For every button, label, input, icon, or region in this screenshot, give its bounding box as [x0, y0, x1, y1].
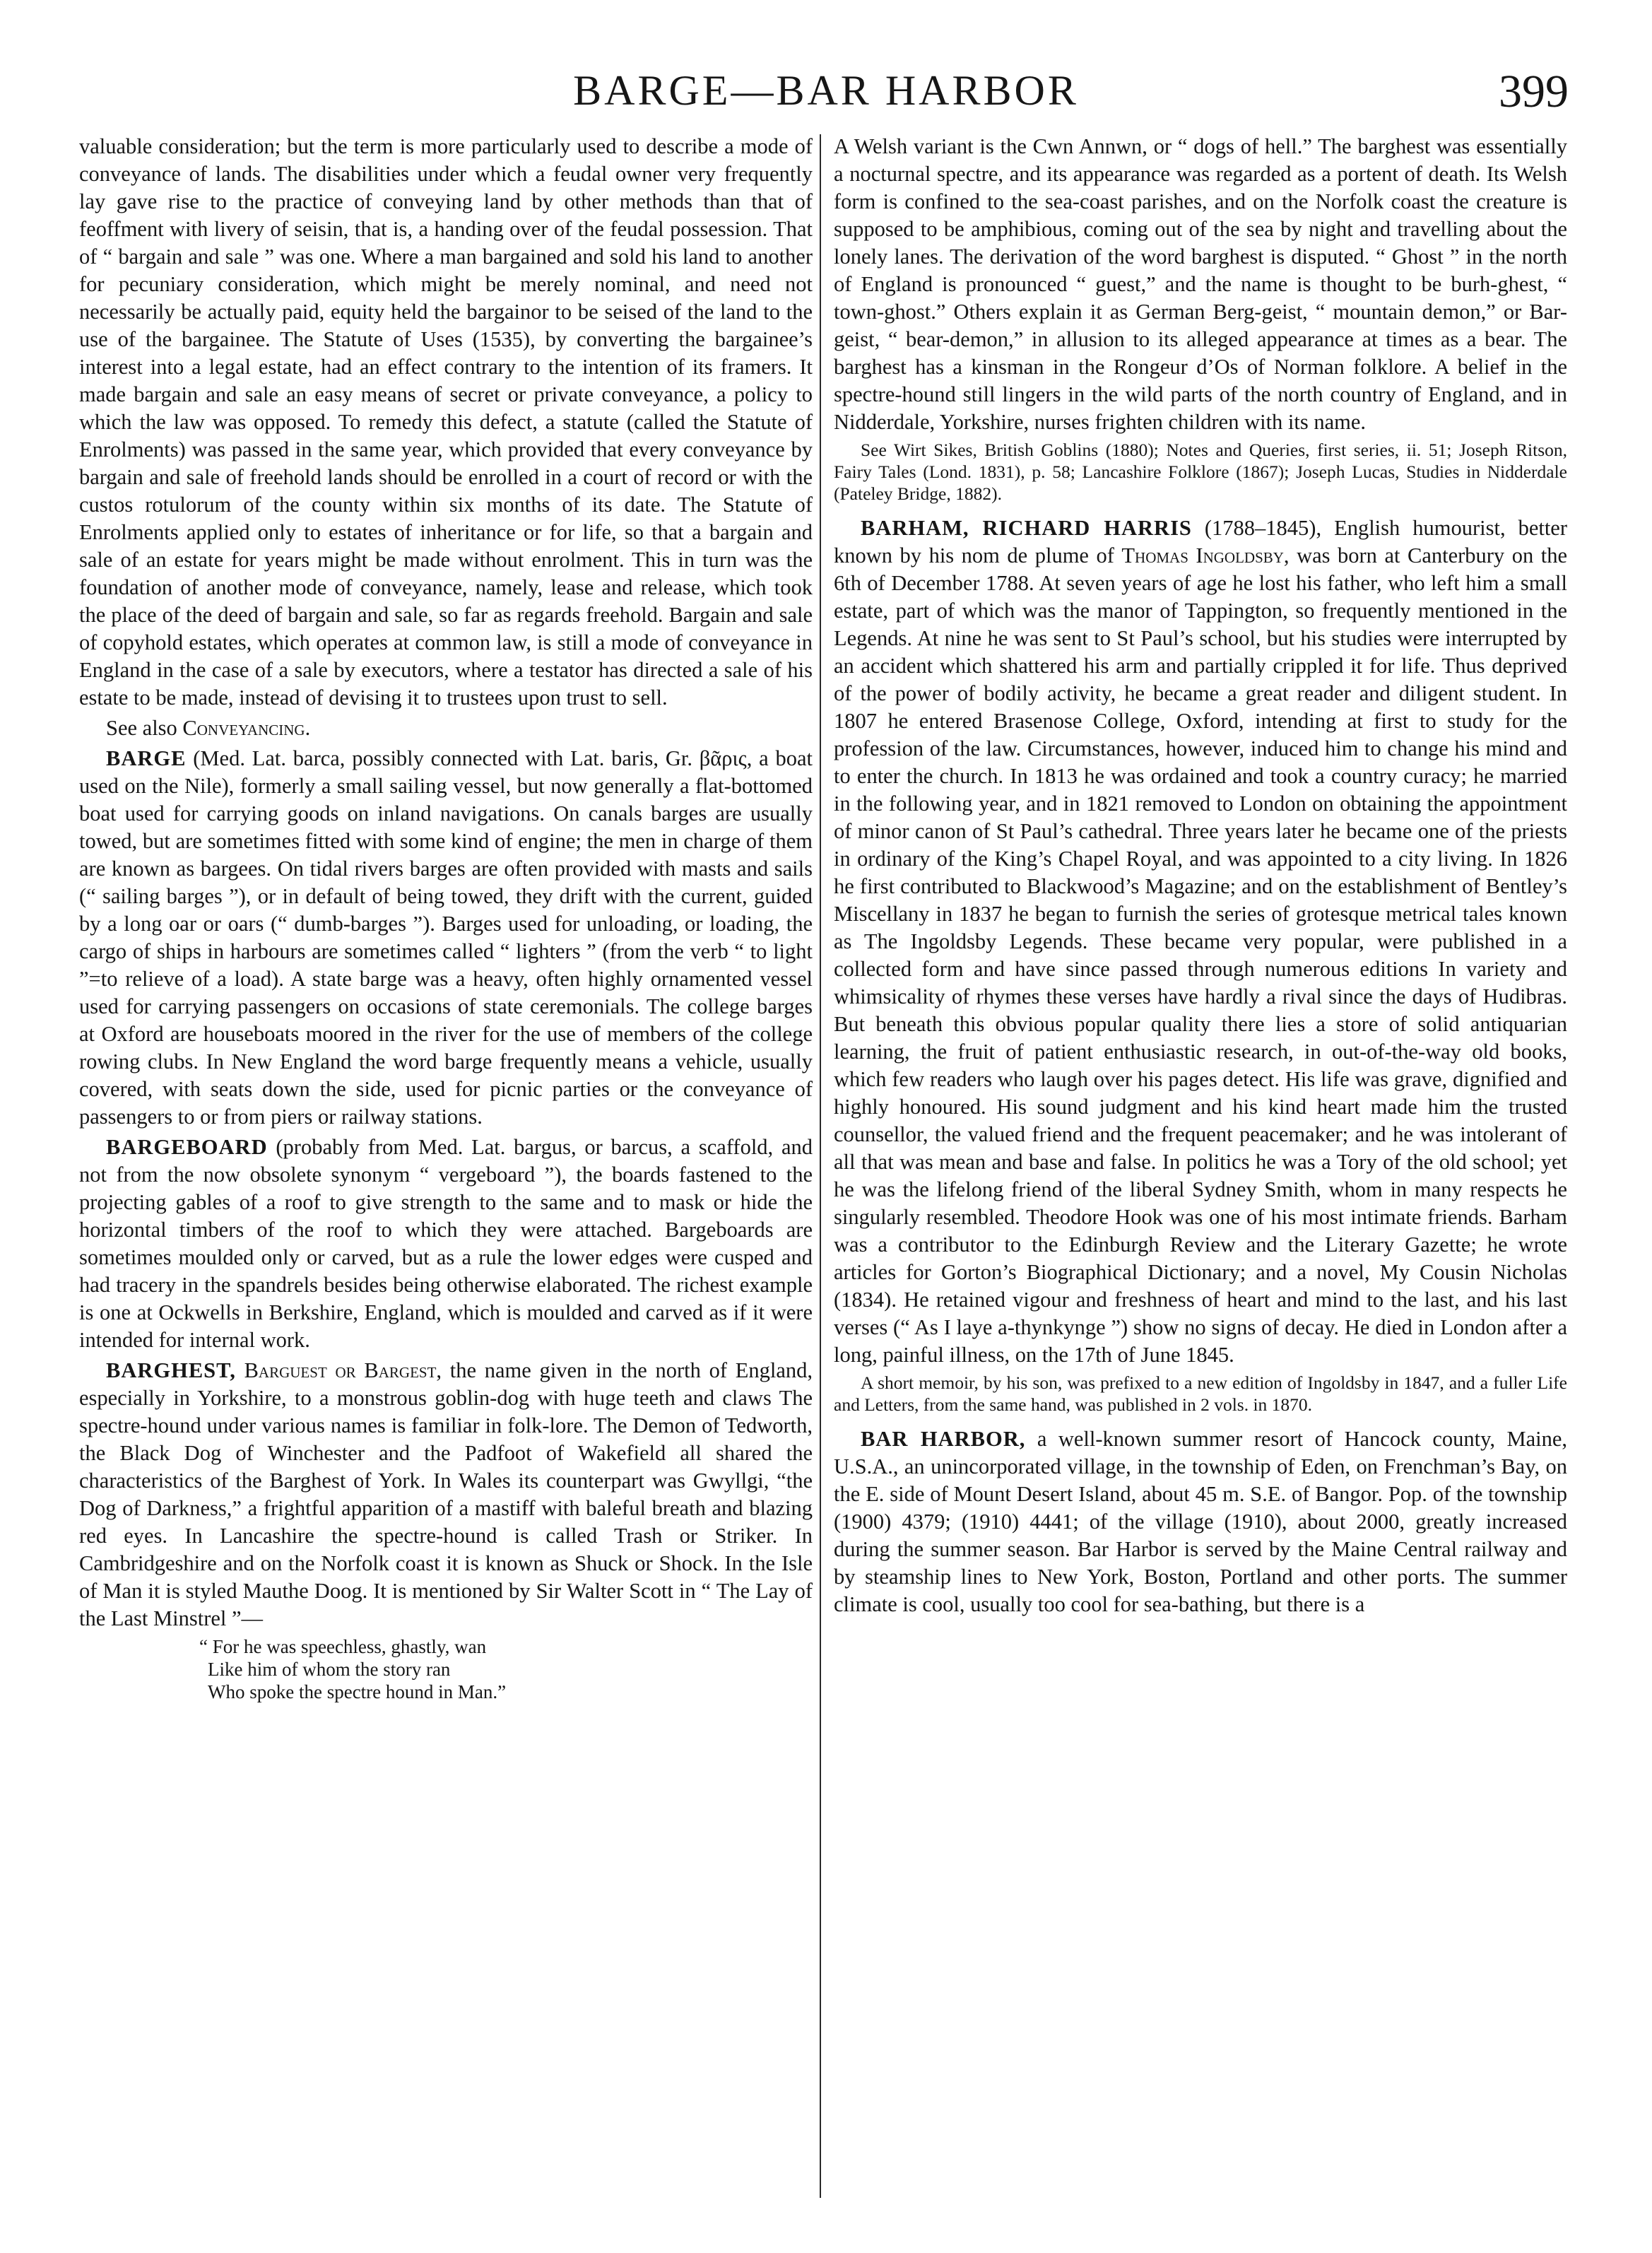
bargain-sale-continuation: valuable consideration; but the term is more particularly used to describe a mode of conveyance of lands. The disabilities under which a feudal owner very frequently lay gave rise to the practice of conveying land by other methods than that of feoffment with livery of seisin, that is, a handing over of the feudal possession. That of “ bargain and sale ” was one. Where a man bargained and sold his land to another for pecuniary consideration, which might be merely nominal, and need not necessarily be actually paid, equity held the bargainor to be seised of the land to the use of the bargainee. The Statute of Uses (1535), by converting the bargainee’s interest into a legal estate, had an effect contrary to the intention of its framers. It made bargain and sale an easy means of secret or private conveyance, a policy to which the law was opposed. To remedy this defect, a statute (called the Statute of Enrolments) was passed in the same year, which provided that every conveyance by bargain and sale of freehold lands should be enrolled in a court of record or with the custos rotulorum of the county within six months of its date. The Statute of Enrolments applied only to estates of inheritance or for life, so that a bargain and sale of an estate for years might be made without enrolment. This in turn was the foundation of another mode of conveyance, namely, lease and release, which took the place of the deed of bargain and sale, so far as regards freehold. Bargain and sale of copyhold estates, which operates at common law, is still a mode of conveyance in England in the case of a sale by executors, where a testator has directed a sale of his estate to be made, instead of devising it to trustees upon trust to sell. — [79, 134, 813, 710]
page-number: 399 — [1499, 66, 1569, 117]
headword-barge: BARGE — [106, 746, 187, 770]
entry-bargeboard — [79, 1134, 813, 1354]
right-column — [834, 133, 1567, 1621]
page-title: BARGE—BAR HARBOR — [573, 67, 1079, 114]
entry-barham-body-2: , was born at Canterbury on the 6th of December 1788. At seven years of age he lost his father, who left him a small estate, part of which was the manor of Tappington, so frequently mentioned in the Legends. At nine he was sent to St Paul’s school, but his studies were interrupted by an accident which shattered his arm and partially crippled it for life. Thus deprived of the power of bodily activity, he became a great reader and diligent student. In 1807 he entered Brasenose College, Oxford, intending at first to study for the profession of the law. Circumstances, however, induced him to change his mind and to enter the church. In 1813 he was ordained and took a country curacy; he married in the following year, and in 1821 removed to London on obtaining the appointment of minor canon of St Paul’s cathedral. Three years later he became one of the priests in ordinary of the King’s Chapel Royal, and was appointed to a city living. In 1826 he first contributed to Blackwood’s Magazine; and on the establishment of Bentley’s Miscellany in 1837 he began to furnish the series of grotesque metrical tales known as The Ingoldsby Legends. These became very popular, were published in a collected form and have since passed through numerous editions In variety and whimsicality of rhymes these verses have hardly a rival since the days of Hudibras. But beneath this obvious popular quality there lies a store of solid antiquarian learning, the fruit of patient enthusiastic research, in out-of-the-way old books, which few readers who laugh over his pages detect. His life was grave, dignified and highly honoured. His sound judgment and his kind heart made him the trusted counsellor, the valued friend and the frequent peacemaker; and he was intolerant of all that was mean and base and false. In politics he was a Tory of the old school; yet he was the lifelong friend of the liberal Sydney Smith, whom in many respects he singularly resembled. Theodore Hook was one of his most intimate friends. Barham was a contributor to the Edinburgh Review and the Literary Gazette; he wrote articles for Gorton’s Biographical Dictionary; and a novel, My Cousin Nicholas (1834). He retained vigour and freshness of heart and mind to the last, and his last verses (“ As I laye a-thynkynge ”) show no signs of decay. He died in London after a long, painful illness, on the 17th of June 1845. — [834, 543, 1567, 1367]
verse-quote — [199, 1635, 813, 1703]
see-also-link: Conveyancing. — [182, 716, 311, 740]
headword-barham: BARHAM, RICHARD HARRIS — [861, 516, 1192, 540]
barghest-references: See Wirt Sikes, British Goblins (1880); Notes and Queries, first series, ii. 51; Joseph Ritson, Fairy Tales (Lond. 1831), p. 58; Lancashire Folklore (1867); Joseph Lucas, Studies in Nidderdale (Pateley Bridge, 1882). — [834, 440, 1567, 504]
verse-line: “ For he was speechless, ghastly, wan — [199, 1636, 487, 1657]
barghest-variants: Barguest or Bargest, — [235, 1358, 442, 1382]
entry-bar-harbor-body: a well-known summer resort of Hancock county, Maine, U.S.A., an unincorporated village, in the township of Eden, on Frenchman’s Bay, on the E. side of Mount Desert Island, about 45 m. S.E. of Bangor. Pop. of the township (1900) 4379; (1910) 4441; of the village (1910), about 2000, greatly increased during the summer season. Bar Harbor is served by the Maine Central railway and by steamship lines to New York, Boston, Portland and other ports. The summer climate is cool, usually too cool for sea-bathing, but there is a — [834, 1427, 1567, 1616]
entry-barham-body-1: (1788–1845), English humourist, better known by his nom de plume of — [834, 516, 1568, 567]
verse-line: Like him of whom the story ran — [208, 1659, 451, 1680]
entry-barge-body: (Med. Lat. barca, possibly connected with Lat. baris, Gr. βᾶρις, a boat used on the Nile), formerly a small sailing vessel, but now generally a flat-bottomed boat used for carrying goods on inland navigations. On canals barges are usually towed, but are sometimes fitted with some kind of engine; the men in charge of them are known as bargees. On tidal rivers barges are often provided with masts and sails (“ sailing barges ”), or in default of being towed, they drift with the current, guided by a long oar or oars (“ dumb-barges ”). Barges used for unloading, or loading, the cargo of ships in harbours are sometimes called “ lighters ” (from the verb “ to light ”=to relieve of a load). A state barge was a heavy, often highly ornamented vessel used for carrying passengers on occasions of state ceremonials. The college barges at Oxford are houseboats moored in the river for the use of members of the college rowing clubs. In New England the word barge frequently means a vehicle, usually covered, with seats down the side, used for picnic parties or the conveyance of passengers to or from piers or railway stations. — [79, 746, 813, 1129]
entry-bar-harbor — [834, 1425, 1567, 1618]
entry-barghest-body: the name given in the north of England, especially in Yorkshire, to a monstrous goblin-dog with huge teeth and claws The spectre-hound under various names is familiar in folk-lore. The Demon of Tedworth, the Black Dog of Winchester and the Padfoot of Wakefield all shared the characteristics of the Barghest of York. In Wales its counterpart was Gwyllgi, “the Dog of Darkness,” a frightful apparition of a mastiff with baleful breath and blazing red eyes. In Lancashire the spectre-hound is called Trash or Striker. In Cambridgeshire and on the Norfolk coast it is known as Shuck or Shock. In the Isle of Man it is styled Mauthe Doog. It is mentioned by Sir Walter Scott in “ The Lay of the Last Minstrel ”— — [79, 1358, 813, 1630]
pen-name: Thomas Ingoldsby — [1121, 543, 1284, 567]
entry-barghest — [79, 1357, 813, 1633]
entry-bargeboard-body: (probably from Med. Lat. bargus, or barcus, a scaffold, and not from the now obsolete synonym “ vergeboard ”), the boards fastened to the projecting gables of a roof to give strength to the same and to mask or hide the horizontal timbers of the roof to which they were attached. Bargeboards are sometimes moulded only or carved, but as a rule the lower edges were cusped and had tracery in the spandrels besides being otherwise elaborated. The richest example is one at Ockwells in Berkshire, England, which is moulded and carved as if it were intended for internal work. — [79, 1135, 813, 1352]
barghest-continuation: A Welsh variant is the Cwn Annwn, or “ dogs of hell.” The barghest was essentially a nocturnal spectre, and its appearance was regarded as a portent of death. Its Welsh form is confined to the sea-coast parishes, and on the Norfolk coast the creature is supposed to be amphibious, coming out of the sea by night and travelling about the lonely lanes. The derivation of the word barghest is disputed. “ Ghost ” in the north of England is pronounced “ guest,” and the name is thought to be burh-ghest, “ town-ghost.” Others explain it as German Berg-geist, “ mountain demon,” or Bar-geist, “ bear-demon,” in allusion to its alleged appearance at times as a bear. The barghest has a kinsman in the Rongeur d’Os of Norman folklore. A belief in the spectre-hound still lingers in the wild parts of the north country of England, and in Nidderdale, Yorkshire, nurses frighten children with its name. — [834, 134, 1567, 434]
see-also-line — [79, 714, 813, 742]
headword-barghest: BARGHEST, — [106, 1358, 236, 1382]
barham-memoir-note: A short memoir, by his son, was prefixed to a new edition of Ingoldsby in 1847, and a fuller Life and Letters, from the same hand, was published in 2 vols. in 1870. — [834, 1372, 1567, 1415]
running-head — [0, 62, 1652, 119]
see-also-prefix: See also — [106, 716, 177, 740]
entry-barham — [834, 514, 1567, 1369]
entry-barge — [79, 745, 813, 1131]
left-column — [79, 133, 813, 1703]
headword-bargeboard: BARGEBOARD — [106, 1135, 268, 1159]
column-divider — [820, 134, 821, 2198]
verse-line: Who spoke the spectre hound in Man.” — [208, 1681, 507, 1702]
headword-bar-harbor: BAR HARBOR, — [861, 1427, 1026, 1451]
